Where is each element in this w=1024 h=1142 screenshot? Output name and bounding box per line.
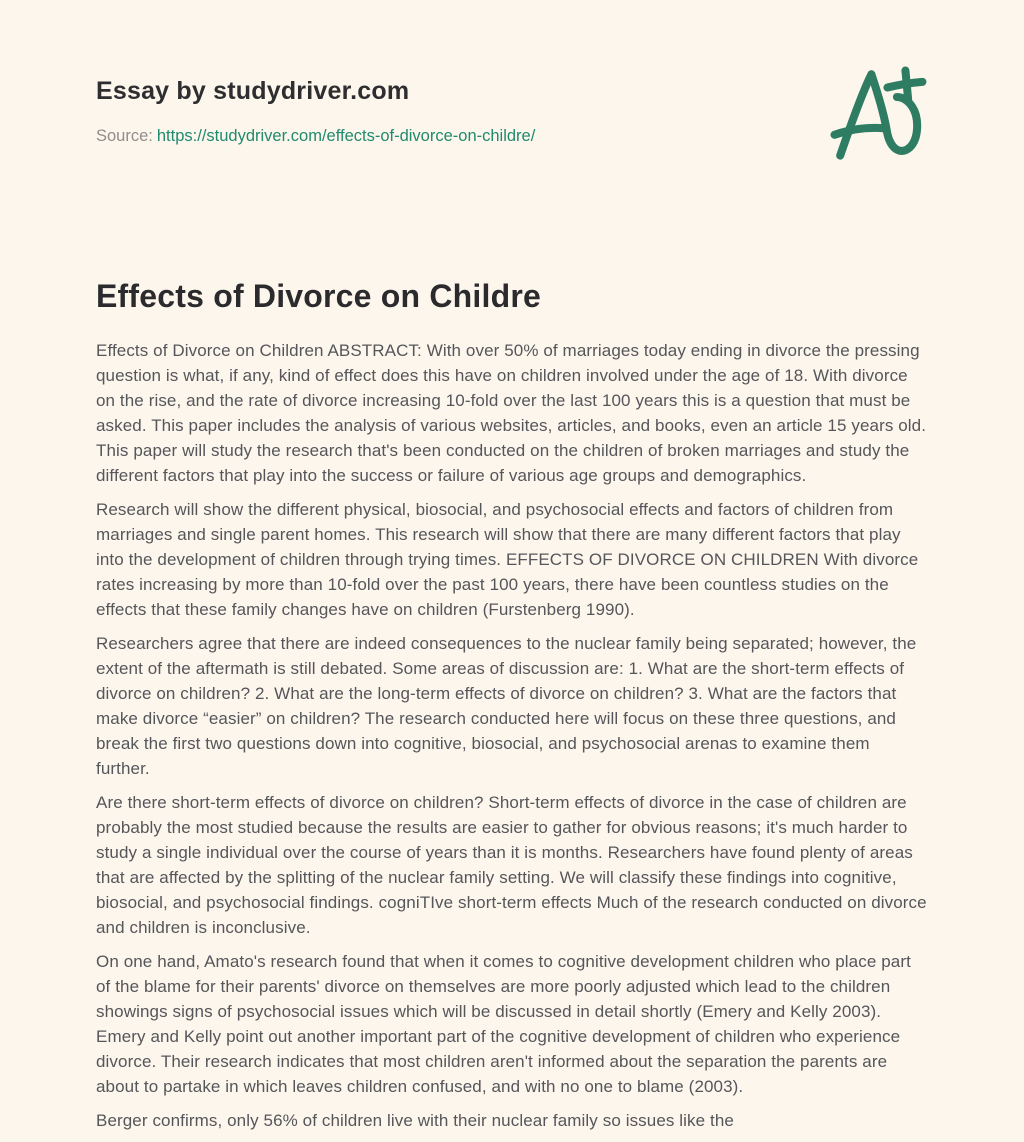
essay-paragraph: Are there short-term effects of divorce on children? Short-term effects of divorce in the case of children are probably the most studied because the results are easier to gather for obvious reasons; it's much harder to study a single individual over the course of years than it is months. Researchers have found plenty of areas that are affected by the splitting of the nuclear family setting. We will classify these findings into cognitive, biosocial, and psychosocial findings. cogniTIve short-term effects Much of the research conducted on divorce and children is inconclusive. [96,793,927,937]
essay-paragraph: On one hand, Amato's research found that when it comes to cognitive development children who place part of the blame for their parents' divorce on themselves are more poorly adjusted which lead to the children showings signs of psychosocial issues which will be discussed in detail shortly (Emery and Kelly 2003). Emery and Kelly point out another important part of the cognitive development of children who experience divorce. Their research indicates that most children aren't informed about the separation the parents are about to partake in which leaves children confused, and with no one to blame (2003). [96,952,911,1096]
source-label: Source: [96,127,153,145]
essay-paragraph: Effects of Divorce on Children ABSTRACT: With over 50% of marriages today ending in divorce the pressing question is what, if any, kind of effect does this have on children involved under the age of 18. With divorce on the rise, and the rate of divorce increasing 10-fold over the last 100 years this is a question that must be asked. This paper includes the analysis of various websites, articles, and books, even an article 15 years old. This paper will study the research that's been conducted on the children of broken marriages and study the different factors that play into the success or failure of various age groups and demographics. [96,341,927,485]
source-line [96,127,535,146]
site-title: Essay by studydriver.com [96,77,410,105]
essay-paragraph: Researchers agree that there are indeed consequences to the nuclear family being separated; however, the extent of the aftermath is still debated. Some areas of discussion are: 1. What are the short-term effects of divorce on children? 2. What are the long-term effects of divorce on children? 3. What are the factors that make divorce “easier” on children? The research conducted here will focus on these three questions, and break the first two questions down into cognitive, biosocial, and psychosocial arenas to examine them further. [96,634,917,778]
page-header [96,72,928,166]
essay-paragraph: Berger confirms, only 56% of children live with their nuclear family so issues like the [96,1111,734,1130]
essay-title: Effects of Divorce on Childre [96,278,541,314]
essay-page [96,0,928,1133]
source-url-link[interactable]: https://studydriver.com/effects-of-divorce-on-childre/ [156,127,536,145]
essay-paragraph: Research will show the different physical, biosocial, and psychosocial effects and factors of children from marriages and single parent homes. This research will show that there are many different factors that play into the development of children through trying times. EFFECTS OF DIVORCE ON CHILDREN With divorce rates increasing by more than 10-fold over the past 100 years, there have been countless studies on the effects that these family changes have on children (Furstenberg 1990). [96,500,919,619]
a-plus-handwritten-logo-icon [824,62,932,166]
essay-body [96,338,928,1133]
header-text-block [96,72,535,146]
